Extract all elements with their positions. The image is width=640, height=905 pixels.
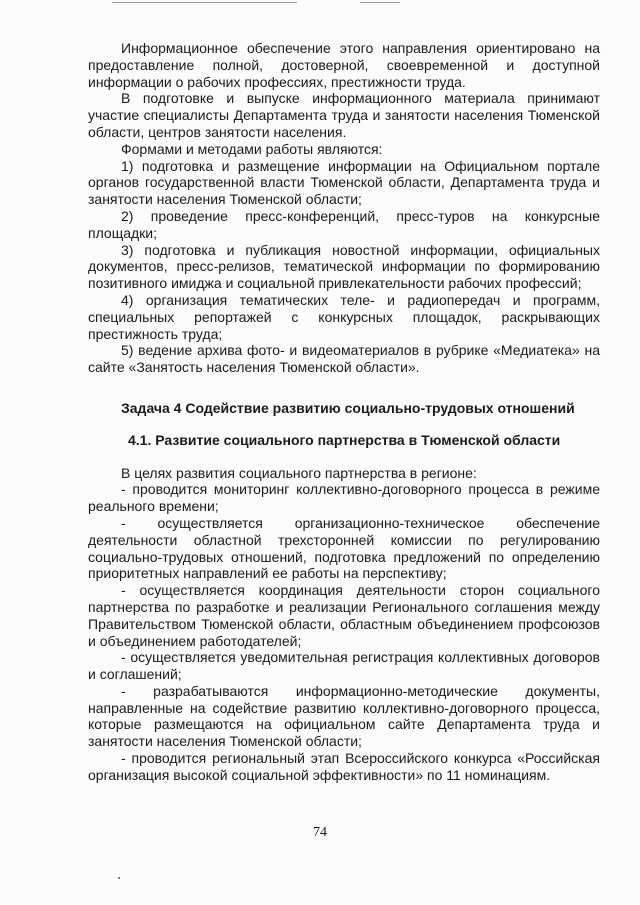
bullet-coordination: - осуществляется координация деятельности сторон социального партнерства по разработке и реализации Регионального соглашения между Правительством Тюменской области, областным объединением профсоюзов и объединением работодателей; (88, 582, 600, 649)
top-rule-right (360, 2, 400, 3)
document-page (88, 40, 600, 784)
top-rule-left (112, 2, 297, 3)
bullet-contest: - проводится региональный этап Всероссийского конкурса «Российская организация высокой социальной эффективности» по 11 номинациям. (88, 750, 600, 783)
bullet-monitoring: - проводится мониторинг коллективно-договорного процесса в режиме реального времени; (88, 481, 600, 515)
list-item-2: 2) проведение пресс-конференций, пресс-туров на конкурсные площадки; (88, 207, 600, 241)
page-number: 74 (313, 825, 327, 840)
list-item-1: 1) подготовка и размещение информации на Официальном портале органов государственной власти Тюменской области, Департамента труда и занятости населения Тюменской области; (88, 157, 600, 208)
paragraph-participants: В подготовке и выпуске информационного материала принимают участие специалисты Департамента труда и занятости населения Тюменской области, центров занятости населения. (88, 90, 600, 140)
scan-speck (118, 877, 120, 879)
subsection-heading: 4.1. Развитие социального партнерства в Тюменской области (128, 431, 561, 448)
bullet-registration: - осуществляется уведомительная регистрация коллективных договоров и соглашений; (88, 649, 600, 683)
bullet-commission-support: - осуществляется организационно-техническое обеспечение деятельности областной трехсторонней комиссии по регулированию социально-трудовых отношений, подготовка предложений по определению приоритетных направлений ее работы на перспективу; (88, 514, 600, 582)
list-item-3: 3) подготовка и публикация новостной информации, официальных документов, пресс-релизов, тематической информации по формированию позитивного имиджа и социальной привлекательности рабочих профессий; (88, 241, 600, 292)
paragraph-info-support: Информационное обеспечение этого направления ориентировано на предоставление полной, достоверной, своевременной и доступной информации о рабочих профессиях, престижности труда. (88, 40, 600, 90)
bullet-methodical-docs: - разрабатываются информационно-методические документы, направленные на содействие развитию коллективно-договорного процесса, которые размещаются на официальном сайте Департамента труда и занятости населения Тюменской области; (88, 682, 600, 750)
paragraph-forms-intro: Формами и методами работы являются: (121, 140, 383, 157)
paragraph-partnership-intro: В целях развития социального партнерства в регионе: (121, 464, 477, 481)
list-item-4: 4) организация тематических теле- и радиопередач и программ, специальных репортажей с конкурсных площадок, раскрывающих престижность труда; (88, 291, 600, 342)
task-heading: Задача 4 Содействие развитию социально-трудовых отношений (121, 399, 575, 416)
list-item-5: 5) ведение архива фото- и видеоматериалов в рубрике «Медиатека» на сайте «Занятость населения Тюменской области». (88, 342, 600, 376)
